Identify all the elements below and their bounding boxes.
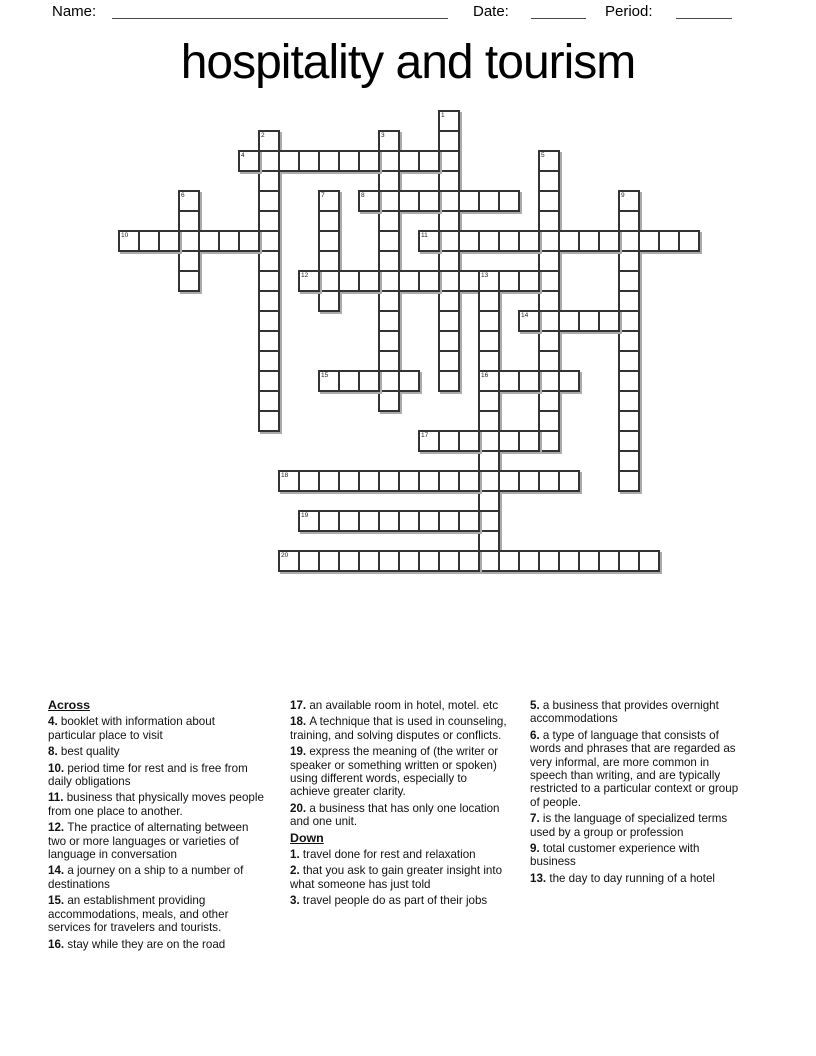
clue-down-13: 13. the day to day running of a hotel	[530, 871, 715, 885]
grid-cell-r10-c25[interactable]	[618, 310, 640, 332]
grid-cell-r16-c16[interactable]	[438, 430, 460, 452]
grid-cell-r3-c7[interactable]	[258, 170, 280, 192]
grid-cell-r4-c7[interactable]	[258, 190, 280, 212]
grid-cell-r4-c17[interactable]	[458, 190, 480, 212]
page-title: hospitality and tourism	[180, 36, 636, 89]
clue-number-label: 9.	[530, 842, 543, 856]
grid-cell-r16-c25[interactable]	[618, 430, 640, 452]
grid-cell-r6-c19[interactable]	[498, 230, 520, 252]
clue-number-label: 20.	[290, 801, 310, 815]
grid-cell-r10-c16[interactable]	[438, 310, 460, 332]
clue-down-7: 7. is the language of specialized terms used by a group or profession	[530, 812, 728, 839]
grid-cell-r5-c16[interactable]	[438, 210, 460, 232]
clue-number-label: 18.	[290, 715, 310, 729]
grid-number-8: 8	[361, 192, 365, 199]
grid-cell-r13-c25[interactable]	[618, 370, 640, 392]
grid-cell-r7-c21[interactable]	[538, 250, 560, 272]
grid-cell-r18-c25[interactable]	[618, 470, 640, 492]
grid-cell-r20-c14[interactable]	[398, 510, 420, 532]
grid-cell-r11-c25[interactable]	[618, 330, 640, 352]
grid-cell-r8-c11[interactable]	[338, 270, 360, 292]
grid-cell-r12-c18[interactable]	[478, 350, 500, 372]
grid-cell-r18-c8[interactable]	[278, 470, 300, 492]
grid-cell-r22-c26[interactable]	[638, 550, 660, 572]
grid-cell-r22-c19[interactable]	[498, 550, 520, 572]
grid-cell-r16-c20[interactable]	[518, 430, 540, 452]
grid-cell-r4-c3[interactable]	[178, 190, 200, 212]
grid-number-13: 13	[481, 272, 489, 279]
grid-cell-r14-c21[interactable]	[538, 390, 560, 412]
clue-number-label: 7.	[530, 812, 543, 826]
grid-cell-r7-c16[interactable]	[438, 250, 460, 272]
grid-cell-r13-c20[interactable]	[518, 370, 540, 392]
grid-cell-r22-c12[interactable]	[358, 550, 380, 572]
grid-cell-r3-c21[interactable]	[538, 170, 560, 192]
grid-cell-r10-c21[interactable]	[538, 310, 560, 332]
grid-cell-r5-c10[interactable]	[318, 210, 340, 232]
grid-cell-r6-c25[interactable]	[618, 230, 640, 252]
grid-cell-r8-c21[interactable]	[538, 270, 560, 292]
grid-cell-r6-c15[interactable]	[418, 230, 440, 252]
grid-cell-r18-c9[interactable]	[298, 470, 320, 492]
grid-cell-r5-c25[interactable]	[618, 210, 640, 232]
grid-cell-r5-c13[interactable]	[378, 210, 400, 232]
grid-cell-r5-c7[interactable]	[258, 210, 280, 232]
grid-cell-r11-c21[interactable]	[538, 330, 560, 352]
clue-across-4: 4. booklet with information about particular place to visit	[48, 715, 215, 742]
grid-cell-r22-c15[interactable]	[418, 550, 440, 572]
grid-cell-r22-c20[interactable]	[518, 550, 540, 572]
grid-cell-r6-c3[interactable]	[178, 230, 200, 252]
grid-cell-r8-c20[interactable]	[518, 270, 540, 292]
grid-cell-r12-c25[interactable]	[618, 350, 640, 372]
grid-cell-r10-c23[interactable]	[578, 310, 600, 332]
grid-cell-r18-c13[interactable]	[378, 470, 400, 492]
grid-cell-r2-c11[interactable]	[338, 150, 360, 172]
grid-number-9: 9	[621, 192, 625, 199]
period-field-line[interactable]	[676, 2, 732, 19]
grid-cell-r6-c4[interactable]	[198, 230, 220, 252]
grid-cell-r9-c13[interactable]	[378, 290, 400, 312]
grid-cell-r16-c18[interactable]	[478, 430, 500, 452]
grid-cell-r7-c3[interactable]	[178, 250, 200, 272]
grid-number-2: 2	[261, 132, 265, 139]
grid-cell-r20-c17[interactable]	[458, 510, 480, 532]
grid-cell-r16-c21[interactable]	[538, 430, 560, 452]
clue-number-label: 15.	[48, 894, 68, 908]
grid-cell-r22-c16[interactable]	[438, 550, 460, 572]
clue-down-2: 2. that you ask to gain greater insight into what someone has just told	[290, 864, 503, 891]
grid-cell-r4-c25[interactable]	[618, 190, 640, 212]
date-label: Date:	[473, 3, 509, 20]
grid-cell-r4-c13[interactable]	[378, 190, 400, 212]
grid-cell-r12-c13[interactable]	[378, 350, 400, 372]
clue-number-label: 6.	[530, 728, 543, 742]
grid-cell-r2-c7[interactable]	[258, 150, 280, 172]
clue-across-8: 8. best quality	[48, 745, 120, 759]
grid-cell-r13-c19[interactable]	[498, 370, 520, 392]
grid-cell-r8-c15[interactable]	[418, 270, 440, 292]
grid-cell-r6-c6[interactable]	[238, 230, 260, 252]
clue-down-5: 5. a business that provides overnight accommodations	[530, 699, 719, 726]
grid-cell-r17-c25[interactable]	[618, 450, 640, 472]
grid-cell-r21-c18[interactable]	[478, 530, 500, 552]
clue-across-20: 20. a business that has only one location and one unit.	[290, 801, 500, 829]
clue-number-label: 13.	[530, 871, 550, 885]
clue-across-11: 11. business that physically moves people from one place to another.	[48, 791, 264, 818]
grid-cell-r15-c21[interactable]	[538, 410, 560, 432]
grid-cell-r10-c7[interactable]	[258, 310, 280, 332]
clue-number-label: 1.	[290, 848, 303, 862]
date-field-line[interactable]	[531, 2, 586, 19]
grid-cell-r4-c19[interactable]	[498, 190, 520, 212]
grid-cell-r2-c13[interactable]	[378, 150, 400, 172]
grid-cell-r4-c18[interactable]	[478, 190, 500, 212]
grid-cell-r4-c21[interactable]	[538, 190, 560, 212]
grid-cell-r2-c16[interactable]	[438, 150, 460, 172]
clues-column-3	[530, 699, 744, 888]
clues-column-1	[48, 699, 264, 954]
grid-cell-r9-c18[interactable]	[478, 290, 500, 312]
grid-cell-r10-c18[interactable]	[478, 310, 500, 332]
grid-cell-r13-c11[interactable]	[338, 370, 360, 392]
grid-cell-r6-c23[interactable]	[578, 230, 600, 252]
grid-cell-r13-c18[interactable]	[478, 370, 500, 392]
grid-cell-r22-c24[interactable]	[598, 550, 620, 572]
grid-cell-r7-c25[interactable]	[618, 250, 640, 272]
grid-cell-r6-c28[interactable]	[678, 230, 700, 252]
grid-cell-r6-c17[interactable]	[458, 230, 480, 252]
grid-cell-r16-c19[interactable]	[498, 430, 520, 452]
clue-number-label: 5.	[530, 699, 543, 712]
grid-cell-r3-c13[interactable]	[378, 170, 400, 192]
grid-number-12: 12	[301, 272, 309, 279]
grid-cell-r18-c22[interactable]	[558, 470, 580, 492]
grid-cell-r8-c18[interactable]	[478, 270, 500, 292]
clue-number-label: 14.	[48, 864, 68, 878]
grid-cell-r6-c5[interactable]	[218, 230, 240, 252]
grid-cell-r18-c16[interactable]	[438, 470, 460, 492]
grid-cell-r4-c15[interactable]	[418, 190, 440, 212]
grid-cell-r0-c16[interactable]	[438, 110, 460, 132]
grid-cell-r15-c25[interactable]	[618, 410, 640, 432]
clue-number-label: 10.	[48, 761, 68, 775]
grid-number-15: 15	[321, 372, 329, 379]
grid-cell-r6-c20[interactable]	[518, 230, 540, 252]
grid-cell-r17-c18[interactable]	[478, 450, 500, 472]
grid-cell-r20-c16[interactable]	[438, 510, 460, 532]
grid-cell-r4-c16[interactable]	[438, 190, 460, 212]
clues-column-2	[290, 699, 508, 911]
clue-across-18: 18. A technique that is used in counseling, training, and solving disputes or conflicts.	[290, 715, 507, 742]
clue-across-16: 16. stay while they are on the road	[48, 937, 226, 951]
grid-cell-r13-c21[interactable]	[538, 370, 560, 392]
grid-cell-r2-c9[interactable]	[298, 150, 320, 172]
clue-down-6: 6. a type of language that consists of words and phrases that are regarded as very informal, are more common in speech than writing, and are typically restricted to a particular context or group of people.	[530, 728, 739, 809]
grid-cell-r20-c18[interactable]	[478, 510, 500, 532]
clue-down-9: 9. total customer experience with business	[530, 842, 700, 869]
grid-cell-r11-c18[interactable]	[478, 330, 500, 352]
grid-cell-r10-c20[interactable]	[518, 310, 540, 332]
grid-cell-r18-c15[interactable]	[418, 470, 440, 492]
grid-cell-r7-c13[interactable]	[378, 250, 400, 272]
grid-cell-r6-c26[interactable]	[638, 230, 660, 252]
grid-cell-r5-c21[interactable]	[538, 210, 560, 232]
grid-cell-r13-c13[interactable]	[378, 370, 400, 392]
grid-cell-r2-c10[interactable]	[318, 150, 340, 172]
clue-across-19: 19. express the meaning of (the writer or speaker or something written or spoken) using different words, especially to achieve greater clarity.	[290, 745, 499, 799]
grid-cell-r18-c20[interactable]	[518, 470, 540, 492]
grid-number-3: 3	[381, 132, 385, 139]
grid-number-7: 7	[321, 192, 325, 199]
grid-cell-r22-c9[interactable]	[298, 550, 320, 572]
grid-cell-r20-c15[interactable]	[418, 510, 440, 532]
grid-number-14: 14	[521, 312, 529, 319]
grid-cell-r4-c12[interactable]	[358, 190, 380, 212]
grid-cell-r18-c12[interactable]	[358, 470, 380, 492]
down-heading: Down	[290, 830, 324, 845]
grid-number-1: 1	[441, 112, 445, 119]
grid-cell-r20-c13[interactable]	[378, 510, 400, 532]
grid-cell-r20-c9[interactable]	[298, 510, 320, 532]
grid-cell-r2-c8[interactable]	[278, 150, 300, 172]
grid-cell-r15-c18[interactable]	[478, 410, 500, 432]
grid-cell-r1-c13[interactable]	[378, 130, 400, 152]
grid-cell-r10-c22[interactable]	[558, 310, 580, 332]
grid-number-6: 6	[181, 192, 185, 199]
clue-down-3: 3. travel people do as part of their jobs	[290, 894, 488, 908]
grid-cell-r22-c10[interactable]	[318, 550, 340, 572]
name-label: Name:	[52, 3, 97, 20]
grid-cell-r8-c17[interactable]	[458, 270, 480, 292]
clue-across-17: 17. an available room in hotel, motel. etc	[290, 699, 499, 712]
grid-number-20: 20	[281, 552, 289, 559]
grid-cell-r2-c14[interactable]	[398, 150, 420, 172]
grid-cell-r14-c18[interactable]	[478, 390, 500, 412]
grid-cell-r22-c14[interactable]	[398, 550, 420, 572]
grid-cell-r9-c10[interactable]	[318, 290, 340, 312]
clue-across-10: 10. period time for rest and is free from daily obligations	[48, 761, 248, 789]
grid-number-5: 5	[541, 152, 545, 159]
grid-cell-r1-c16[interactable]	[438, 130, 460, 152]
grid-cell-r22-c11[interactable]	[338, 550, 360, 572]
grid-cell-r16-c17[interactable]	[458, 430, 480, 452]
grid-number-4: 4	[241, 152, 245, 159]
grid-cell-r6-c24[interactable]	[598, 230, 620, 252]
clue-number-label: 11.	[48, 791, 67, 805]
grid-cell-r8-c19[interactable]	[498, 270, 520, 292]
grid-cell-r6-c16[interactable]	[438, 230, 460, 252]
grid-cell-r22-c22[interactable]	[558, 550, 580, 572]
grid-number-10: 10	[121, 232, 129, 239]
grid-cell-r13-c7[interactable]	[258, 370, 280, 392]
grid-number-16: 16	[481, 372, 489, 379]
grid-cell-r6-c13[interactable]	[378, 230, 400, 252]
grid-cell-r6-c10[interactable]	[318, 230, 340, 252]
grid-cell-r2-c21[interactable]	[538, 150, 560, 172]
grid-cell-r18-c14[interactable]	[398, 470, 420, 492]
grid-cell-r3-c16[interactable]	[438, 170, 460, 192]
grid-cell-r20-c10[interactable]	[318, 510, 340, 532]
grid-cell-r18-c10[interactable]	[318, 470, 340, 492]
grid-cell-r8-c25[interactable]	[618, 270, 640, 292]
grid-cell-r19-c18[interactable]	[478, 490, 500, 512]
grid-cell-r8-c7[interactable]	[258, 270, 280, 292]
grid-cell-r6-c18[interactable]	[478, 230, 500, 252]
grid-cell-r6-c1[interactable]	[138, 230, 160, 252]
grid-cell-r4-c14[interactable]	[398, 190, 420, 212]
grid-cell-r6-c27[interactable]	[658, 230, 680, 252]
clue-across-12: 12. The practice of alternating between two or more languages or varieties of language in conversation	[48, 821, 249, 862]
clue-across-14: 14. a journey on a ship to a number of destinations	[48, 864, 244, 891]
grid-cell-r13-c12[interactable]	[358, 370, 380, 392]
grid-cell-r16-c15[interactable]	[418, 430, 440, 452]
clue-number-label: 12.	[48, 821, 68, 835]
grid-cell-r15-c7[interactable]	[258, 410, 280, 432]
grid-cell-r13-c10[interactable]	[318, 370, 340, 392]
grid-cell-r8-c13[interactable]	[378, 270, 400, 292]
clue-number-label: 16.	[48, 937, 68, 951]
grid-cell-r22-c25[interactable]	[618, 550, 640, 572]
grid-number-19: 19	[301, 512, 309, 519]
grid-cell-r13-c14[interactable]	[398, 370, 420, 392]
crossword-grid	[118, 110, 700, 572]
grid-cell-r1-c7[interactable]	[258, 130, 280, 152]
grid-cell-r9-c7[interactable]	[258, 290, 280, 312]
grid-cell-r7-c7[interactable]	[258, 250, 280, 272]
grid-cell-r11-c13[interactable]	[378, 330, 400, 352]
grid-cell-r8-c14[interactable]	[398, 270, 420, 292]
grid-number-17: 17	[421, 432, 429, 439]
clue-number-label: 2.	[290, 864, 303, 878]
grid-cell-r14-c25[interactable]	[618, 390, 640, 412]
grid-cell-r6-c7[interactable]	[258, 230, 280, 252]
grid-cell-r6-c2[interactable]	[158, 230, 180, 252]
clue-down-1: 1. travel done for rest and relaxation	[290, 848, 476, 862]
grid-cell-r10-c24[interactable]	[598, 310, 620, 332]
grid-cell-r14-c13[interactable]	[378, 390, 400, 412]
name-field-line[interactable]	[112, 2, 448, 19]
clue-number-label: 8.	[48, 745, 61, 759]
grid-cell-r5-c3[interactable]	[178, 210, 200, 232]
grid-cell-r18-c17[interactable]	[458, 470, 480, 492]
grid-number-18: 18	[281, 472, 289, 479]
grid-cell-r2-c6[interactable]	[238, 150, 260, 172]
grid-cell-r12-c21[interactable]	[538, 350, 560, 372]
grid-cell-r18-c19[interactable]	[498, 470, 520, 492]
clue-number-label: 4.	[48, 715, 61, 729]
grid-cell-r18-c18[interactable]	[478, 470, 500, 492]
grid-cell-r8-c16[interactable]	[438, 270, 460, 292]
grid-cell-r6-c0[interactable]	[118, 230, 140, 252]
grid-cell-r10-c13[interactable]	[378, 310, 400, 332]
grid-cell-r11-c7[interactable]	[258, 330, 280, 352]
grid-cell-r8-c3[interactable]	[178, 270, 200, 292]
grid-cell-r9-c16[interactable]	[438, 290, 460, 312]
clue-number-label: 19.	[290, 745, 310, 759]
grid-cell-r9-c25[interactable]	[618, 290, 640, 312]
grid-cell-r9-c21[interactable]	[538, 290, 560, 312]
grid-cell-r2-c15[interactable]	[418, 150, 440, 172]
grid-cell-r11-c16[interactable]	[438, 330, 460, 352]
clue-across-15: 15. an establishment providing accommodations, meals, and other services for travelers and tourists.	[48, 894, 229, 935]
grid-cell-r14-c7[interactable]	[258, 390, 280, 412]
grid-cell-r8-c10[interactable]	[318, 270, 340, 292]
grid-cell-r8-c9[interactable]	[298, 270, 320, 292]
grid-number-11: 11	[421, 232, 428, 239]
grid-cell-r12-c7[interactable]	[258, 350, 280, 372]
grid-cell-r7-c10[interactable]	[318, 250, 340, 272]
grid-cell-r4-c10[interactable]	[318, 190, 340, 212]
grid-cell-r20-c12[interactable]	[358, 510, 380, 532]
period-label: Period:	[605, 3, 653, 20]
grid-cell-r22-c21[interactable]	[538, 550, 560, 572]
grid-cell-r18-c11[interactable]	[338, 470, 360, 492]
grid-cell-r2-c12[interactable]	[358, 150, 380, 172]
grid-cell-r22-c23[interactable]	[578, 550, 600, 572]
grid-cell-r8-c12[interactable]	[358, 270, 380, 292]
clue-number-label: 3.	[290, 894, 303, 908]
grid-cell-r22-c13[interactable]	[378, 550, 400, 572]
grid-cell-r13-c16[interactable]	[438, 370, 460, 392]
grid-cell-r22-c8[interactable]	[278, 550, 300, 572]
grid-cell-r6-c22[interactable]	[558, 230, 580, 252]
grid-cell-r12-c16[interactable]	[438, 350, 460, 372]
grid-cell-r13-c22[interactable]	[558, 370, 580, 392]
grid-cell-r20-c11[interactable]	[338, 510, 360, 532]
grid-cell-r22-c17[interactable]	[458, 550, 480, 572]
grid-cell-r22-c18[interactable]	[478, 550, 500, 572]
clue-number-label: 17.	[290, 699, 310, 712]
grid-cell-r18-c21[interactable]	[538, 470, 560, 492]
across-heading: Across	[48, 698, 91, 712]
grid-cell-r6-c21[interactable]	[538, 230, 560, 252]
